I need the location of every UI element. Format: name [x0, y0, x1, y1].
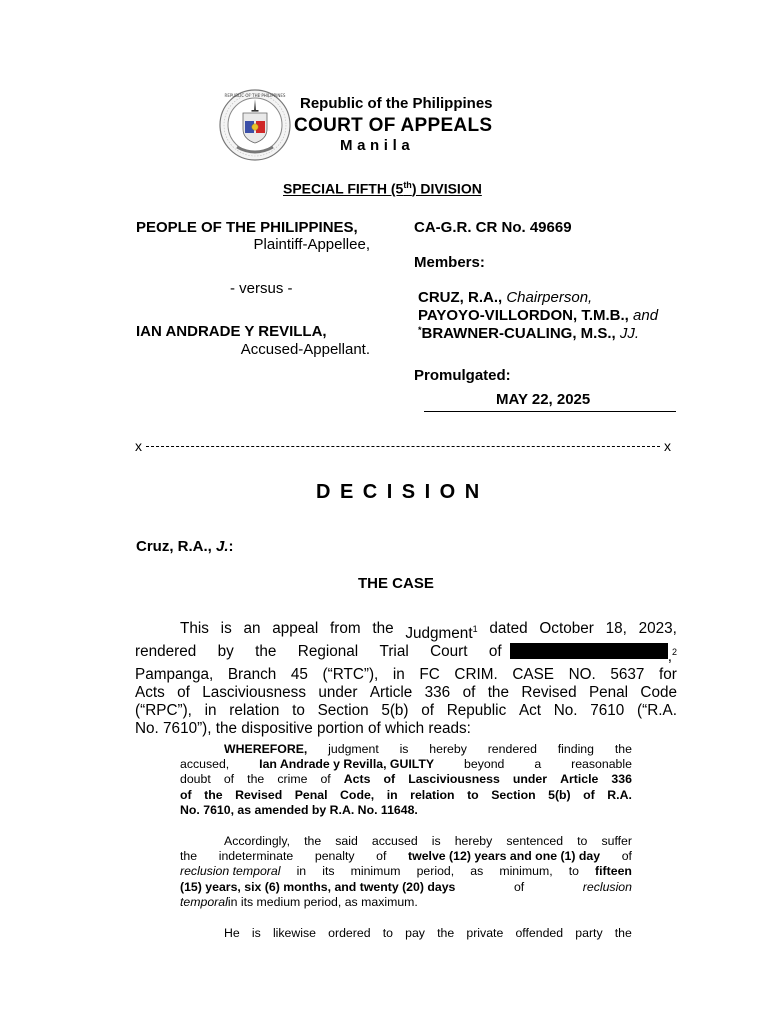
accused-name: IAN ANDRADE Y REVILLA, — [136, 323, 327, 340]
body-line — [135, 620, 677, 643]
division-title: SPECIAL FIFTH (5th) DIVISION — [283, 180, 482, 197]
word: in — [386, 787, 398, 802]
word: 45 — [290, 666, 308, 684]
word: of — [421, 702, 434, 720]
word: the — [180, 849, 198, 864]
word: Section — [491, 787, 536, 802]
word: as — [470, 864, 484, 879]
plaintiff-role: Plaintiff-Appellee, — [253, 236, 370, 253]
word: to — [577, 834, 588, 848]
word: reclusion — [582, 879, 632, 894]
section-heading: THE CASE — [358, 575, 434, 592]
word: Code — [640, 684, 677, 702]
body-line: rendered by the Regional Trial Court of ,$^2$ — [135, 643, 677, 666]
word: 5(b) — [548, 787, 571, 802]
plaintiff-name: PEOPLE OF THE PHILIPPINES, — [136, 219, 358, 236]
word: relation — [410, 787, 455, 802]
word: Lasciviousness — [408, 772, 500, 787]
word: (“RPC”), — [135, 702, 192, 720]
word: 5(b) — [381, 702, 409, 720]
word: Regional — [297, 643, 359, 661]
word: Court — [430, 643, 468, 661]
word: Trial — [379, 643, 409, 661]
quote-line: No. 7610, as amended by R.A. No. 11648. — [180, 802, 418, 817]
word: October — [539, 620, 594, 637]
quote-line — [180, 742, 632, 757]
word: hereby — [454, 834, 493, 848]
header-court-name: COURT OF APPEALS — [294, 115, 493, 136]
word: No. — [553, 702, 578, 720]
word: beyond — [464, 757, 505, 772]
word: the — [614, 926, 632, 940]
word: crime — [277, 772, 308, 787]
word: appeal — [272, 620, 319, 637]
decision-title: DECISION — [316, 481, 489, 503]
word: of — [513, 879, 525, 894]
word: R.A. — [607, 787, 632, 802]
word: reasonable — [571, 757, 632, 772]
word: by — [217, 643, 234, 661]
promulgated-underline — [424, 411, 676, 412]
word: 5637 — [610, 666, 645, 684]
word: under — [512, 772, 548, 787]
word: twelve (12) years and one (1) day — [408, 849, 601, 864]
word: Judgment$^1$ — [405, 624, 478, 643]
word: Acts — [343, 772, 371, 787]
quote-line — [180, 864, 632, 879]
word: its — [322, 864, 335, 879]
word: judgment — [328, 742, 379, 756]
word: relation — [229, 702, 280, 720]
members-label: Members: — [414, 254, 485, 271]
word: fifteen — [595, 864, 632, 879]
word: Section — [317, 702, 369, 720]
word: Act — [518, 702, 542, 720]
word: Article — [369, 684, 413, 702]
word: of — [320, 772, 331, 787]
word: hereby — [429, 742, 467, 756]
svg-text:REPUBLIC OF THE PHILIPPINES: REPUBLIC OF THE PHILIPPINES — [224, 93, 286, 98]
word: of — [177, 684, 190, 702]
word: WHEREFORE, — [224, 742, 308, 756]
word: doubt — [180, 772, 211, 787]
quote-line: temporal in its medium period, as maximum. — [180, 894, 418, 909]
word: of — [621, 849, 632, 864]
word: of — [583, 787, 595, 802]
word: is — [220, 620, 232, 637]
case-number: CA-G.R. CR No. 49669 — [414, 219, 572, 236]
word: is — [399, 742, 409, 756]
body-line — [135, 666, 677, 684]
word: penalty — [314, 849, 355, 864]
quote-line — [180, 880, 632, 895]
word: suffer — [601, 834, 632, 848]
word: reclusion temporal — [180, 864, 281, 879]
quote-line — [180, 788, 632, 803]
quote-line — [180, 772, 632, 787]
word: CRIM. — [454, 666, 498, 684]
word: in — [204, 702, 217, 720]
member-1: CRUZ, R.A., Chairperson, — [418, 289, 593, 306]
word: ordered — [328, 926, 371, 940]
word: the — [487, 684, 509, 702]
versus-text: - versus - — [230, 280, 293, 297]
word: (“R.A. — [637, 702, 677, 720]
quote-line — [180, 757, 632, 772]
word: in — [392, 666, 405, 684]
word: the — [437, 926, 455, 940]
quoted-dispositive-3 — [180, 926, 632, 941]
word: indeterminate — [218, 849, 294, 864]
word: to — [382, 926, 393, 940]
word: minimum — [350, 864, 401, 879]
word: of — [376, 849, 387, 864]
word: pay — [405, 926, 425, 940]
word: accused, — [180, 757, 230, 772]
word: FC — [419, 666, 440, 684]
word: the — [247, 772, 265, 787]
quote-line — [180, 926, 632, 941]
word: under — [318, 684, 358, 702]
word: Ian Andrade y Revilla, GUILTY — [259, 757, 435, 772]
accused-role: Accused-Appellant. — [240, 341, 370, 358]
word: Acts — [135, 684, 165, 702]
word: of — [462, 684, 476, 702]
word: of — [223, 772, 235, 787]
word: minimum, — [499, 864, 553, 879]
word: a — [534, 757, 542, 772]
word: dated — [489, 620, 528, 637]
word: accused — [371, 834, 418, 848]
word: for — [659, 666, 677, 684]
quoted-dispositive-1 — [180, 742, 632, 818]
word: is — [251, 926, 261, 940]
word: Penal — [588, 684, 629, 702]
word: He — [224, 926, 240, 940]
word: the — [372, 620, 394, 637]
word: Revised — [521, 684, 577, 702]
quoted-dispositive-2 — [180, 834, 632, 910]
word: (“RTC”), — [322, 666, 379, 684]
body-paragraph — [135, 620, 677, 738]
header-republic: Republic of the Philippines — [300, 95, 493, 112]
word: to — [467, 787, 479, 802]
body-line — [135, 684, 677, 702]
word: to — [292, 702, 305, 720]
word: an — [243, 620, 261, 637]
promulgated-date: MAY 22, 2025 — [496, 391, 591, 408]
word: 336 — [424, 684, 451, 702]
word: in — [296, 864, 307, 879]
word: Article — [560, 772, 599, 787]
word: period, — [416, 864, 455, 879]
word: This — [180, 620, 209, 637]
word: Republic — [446, 702, 507, 720]
word: offended — [515, 926, 564, 940]
word: Lasciviousness — [202, 684, 306, 702]
word: rendered — [487, 742, 537, 756]
ponente-line: Cruz, R.A., J.: — [136, 538, 234, 555]
word: Branch — [227, 666, 277, 684]
word: from — [329, 620, 361, 637]
word: 18, — [605, 620, 627, 637]
body-words — [135, 643, 502, 666]
word: Revised — [235, 787, 283, 802]
word: private — [466, 926, 504, 940]
word: of — [180, 787, 192, 802]
body-line — [135, 702, 677, 720]
word: the — [614, 742, 632, 756]
court-seal-icon — [219, 87, 291, 163]
word: the — [304, 834, 322, 848]
word: to — [568, 864, 579, 879]
word: said — [335, 834, 358, 848]
word: is — [431, 834, 441, 848]
section-divider: x x — [135, 438, 671, 454]
word: the — [255, 643, 277, 661]
word: (15) years, six (6) months, and twenty (20) days — [180, 879, 456, 894]
promulgated-label: Promulgated: — [414, 367, 511, 384]
word: Code, — [340, 787, 375, 802]
member-3: *BRAWNER-CUALING, M.S., JJ. — [418, 325, 640, 342]
word: 2023, — [638, 620, 677, 637]
word: Pampanga, — [135, 666, 214, 684]
quote-line — [180, 834, 632, 849]
word: finding — [557, 742, 594, 756]
word: Accordingly, — [224, 834, 291, 848]
word: NO. — [568, 666, 596, 684]
quote-line — [180, 849, 632, 864]
word: of — [488, 643, 502, 661]
word: 336 — [611, 772, 632, 787]
word: party — [575, 926, 603, 940]
member-2: PAYOYO-VILLORDON, T.M.B., and — [418, 307, 659, 324]
word: CASE — [512, 666, 554, 684]
redacted-text — [510, 643, 668, 659]
word: Penal — [294, 787, 328, 802]
word: likewise — [272, 926, 316, 940]
word: sentenced — [506, 834, 564, 848]
word: the — [204, 787, 223, 802]
body-line: No. 7610”), the dispositive portion of which reads: — [135, 720, 471, 738]
word: 7610 — [590, 702, 625, 720]
header-city: Manila — [340, 137, 415, 154]
word: rendered — [135, 643, 197, 661]
word: of — [383, 772, 396, 787]
